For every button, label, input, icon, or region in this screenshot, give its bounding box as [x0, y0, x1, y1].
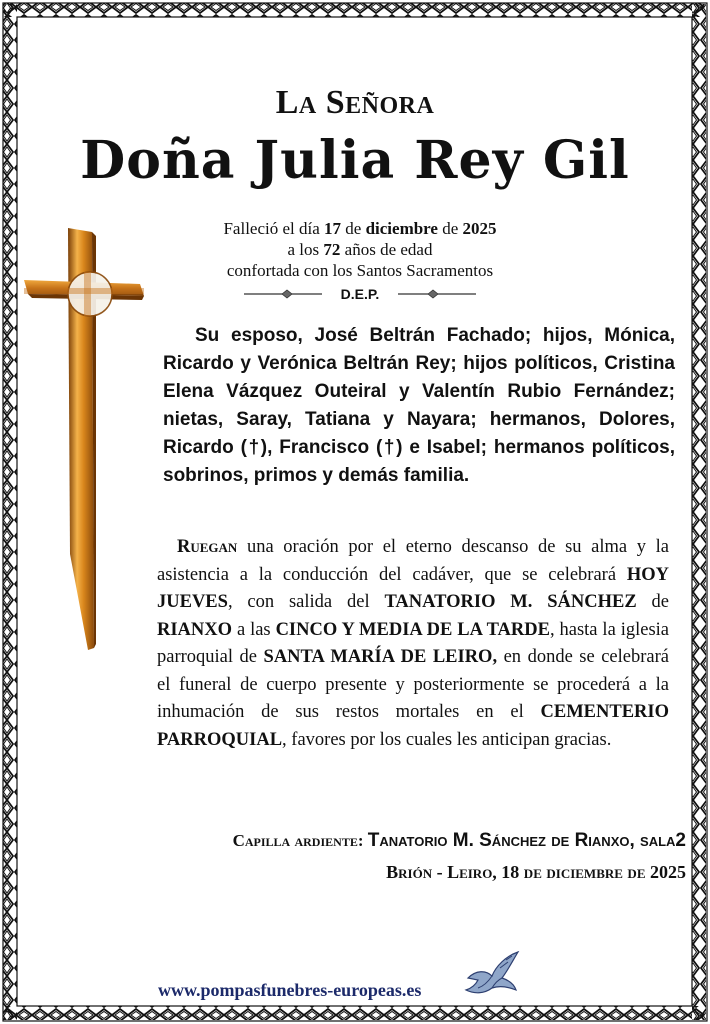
- deceased-name: Doña Julia Rey Gil: [80, 130, 630, 191]
- ruegan-lead: Ruegan: [177, 537, 238, 557]
- family-paragraph: Su esposo, José Beltrán Fachado; hijos, Mónica, Ricardo y Verónica Beltrán Rey; hijos políticos, Cristina Elena Vázquez Outeiral y Valentín Rubio Fernández; nietas, Saray, Tatiana y Nayara; hermanos, Dolores, Ricardo (†), Francisco (†) e Isabel; hermanos políticos, sobrinos, primos y demás familia.: [163, 325, 675, 486]
- death-details: [150, 218, 570, 281]
- chapel-label: Capilla ardiente:: [232, 831, 368, 850]
- place-date: Brión - Leiro, 18 de diciembre de 2025: [386, 862, 686, 882]
- age-line: a los 72 años de edad: [287, 240, 433, 259]
- dep-label: D.E.P.: [340, 286, 380, 302]
- dep-divider: [240, 284, 480, 304]
- cemetery-name: CEMENTERIO PARROQUIAL: [157, 702, 669, 750]
- death-date-line: Falleció el día 17 de diciembre de 2025: [223, 219, 497, 238]
- church-name: SANTA MARÍA DE LEIRO,: [263, 647, 498, 667]
- chapel-value: Tanatorio M. Sánchez de Rianxo, sala2: [367, 830, 686, 851]
- age-value: 72: [323, 240, 341, 259]
- service-time: CINCO Y MEDIA DE LA TARDE: [275, 619, 550, 640]
- website-link[interactable]: www.pompasfunebres-europeas.es: [158, 980, 422, 1000]
- death-month: diciembre: [365, 219, 438, 238]
- death-day: 17: [324, 219, 342, 238]
- death-year: 2025: [462, 219, 497, 238]
- cross-icon: [22, 224, 146, 654]
- sacraments-line: confortada con los Santos Sacramentos: [226, 261, 494, 280]
- town-name: RIANXO: [157, 619, 233, 640]
- chapel-line: [233, 830, 686, 852]
- dove-icon: [462, 948, 522, 1002]
- ruegan-paragraph: Ruegan una oración por el eterno descanso de su alma y la asistencia a la conducción del cadáver, que se celebrará HOY JUEVES, con salida del TANATORIO M. SÁNCHEZ de RIANXO a las CINCO Y MEDIA DE LA TARDE, hasta la iglesia parroquial de SANTA MARÍA DE LEIRO, en donde se celebrará el funeral de cuerpo presente y posteriormente se procederá a la inhumación de sus restos mortales en el CEMENTERIO PARROQUIAL, favores por los cuales les anticipan gracias.: [157, 537, 669, 750]
- honorific: La Señora: [275, 84, 435, 121]
- tanatorio-name: TANATORIO M. SÁNCHEZ: [384, 592, 637, 612]
- service-day: HOY JUEVES: [157, 564, 669, 612]
